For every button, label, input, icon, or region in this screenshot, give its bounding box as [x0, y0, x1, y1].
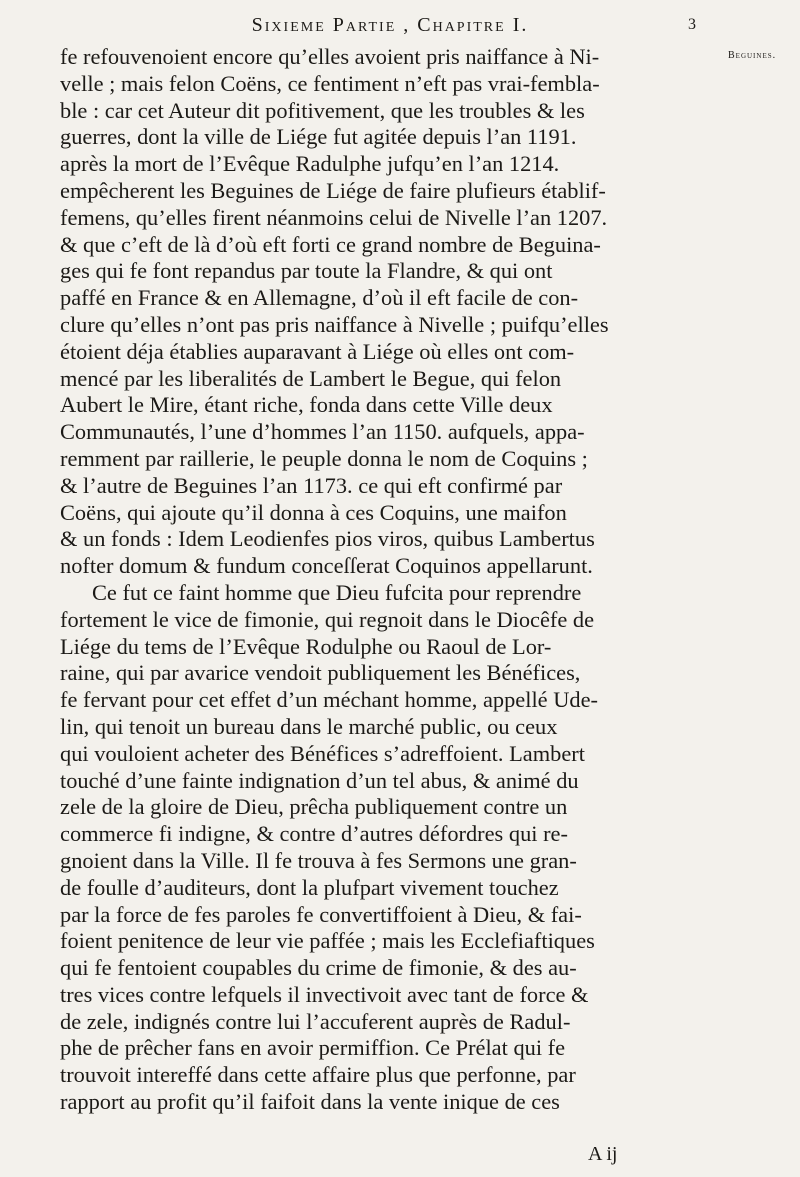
- text-line: & l’autre de Beguines l’an 1173. ce qui eft confirmé par: [60, 472, 563, 498]
- text-line: guerres, dont la ville de Liége fut agitée depuis l’an 1191.: [60, 124, 577, 150]
- text-line: Ce fut ce faint homme que Dieu fufcita pour reprendre: [92, 579, 582, 605]
- text-line: velle ; mais felon Coëns, ce fentiment n’eft pas vrai-fembla-: [60, 70, 600, 96]
- text-line: Aubert le Mire, étant riche, fonda dans cette Ville deux: [60, 392, 553, 418]
- text-line: de zele, indignés contre lui l’accuferent auprès de Radul-: [60, 1008, 571, 1034]
- text-line: rapport au profit qu’il faifoit dans la vente inique de ces: [60, 1089, 560, 1115]
- text-line: après la mort de l’Evêque Radulphe jufqu’en l’an 1214.: [60, 151, 560, 177]
- text-line: remment par raillerie, le peuple donna le nom de Coquins ;: [60, 445, 588, 471]
- text-line: femens, qu’elles firent néanmoins celui de Nivelle l’an 1207.: [60, 204, 608, 230]
- text-line: trouvoit intereffé dans cette affaire plus que perfonne, par: [60, 1062, 576, 1088]
- text-line: touché d’une fainte indignation d’un tel abus, & animé du: [60, 767, 579, 793]
- text-line: lin, qui tenoit un bureau dans le marché public, ou ceux: [60, 713, 558, 739]
- text-line: clure qu’elles n’ont pas pris naiffance à Nivelle ; puifqu’elles: [60, 311, 609, 337]
- text-line: mencé par les liberalités de Lambert le Begue, qui felon: [60, 365, 562, 391]
- margin-note: Beguines.: [728, 50, 777, 61]
- text-line: empêcherent les Beguines de Liége de faire plufieurs établif-: [60, 177, 606, 203]
- body-text: [60, 44, 720, 1116]
- text-line: & un fonds : Idem Leodienfes pios viros, quibus Lambertus: [60, 526, 595, 552]
- text-line: par la force de fes paroles fe convertiffoient à Dieu, & fai-: [60, 901, 582, 927]
- text-line: fortement le vice de fimonie, qui regnoit dans le Diocêfe de: [60, 606, 595, 632]
- text-line: ges qui fe font repandus par toute la Flandre, & qui ont: [60, 258, 553, 284]
- text-line: Communautés, l’une d’hommes l’an 1150. aufquels, appa-: [60, 419, 585, 445]
- text-line: foient penitence de leur vie paffée ; mais les Ecclefiaftiques: [60, 928, 595, 954]
- text-line: paffé en France & en Allemagne, d’où il eft facile de con-: [60, 285, 579, 311]
- text-line: & que c’eft de là d’où eft forti ce grand nombre de Beguina-: [60, 231, 601, 257]
- text-line: raine, qui par avarice vendoit publiquement les Bénéfices,: [60, 660, 581, 686]
- text-line: de foulle d’auditeurs, dont la plufpart vivement touchez: [60, 874, 559, 900]
- text-line: Liége du tems de l’Evêque Rodulphe ou Raoul de Lor-: [60, 633, 552, 659]
- text-line: nofter domum & fundum conceſſerat Coquinos appellarunt.: [60, 553, 593, 579]
- signature-mark: A ij: [588, 1143, 618, 1165]
- text-line: phe de prêcher fans en avoir permiffion. Ce Prélat qui fe: [60, 1035, 566, 1061]
- text-line: commerce fi indigne, & contre d’autres défordres qui re-: [60, 821, 568, 847]
- text-line: tres vices contre lefquels il invectivoit avec tant de force &: [60, 981, 589, 1007]
- text-line: fe fervant pour cet effet d’un méchant homme, appellé Ude-: [60, 687, 598, 713]
- text-line: Coëns, qui ajoute qu’il donna à ces Coquins, une maifon: [60, 499, 567, 525]
- text-line: fe refouvenoient encore qu’elles avoient pris naiffance à Ni-: [60, 44, 600, 69]
- text-line: étoient déja établies auparavant à Liége où elles ont com-: [60, 338, 575, 364]
- running-head: Sixieme Partie , Chapitre I.: [251, 14, 529, 36]
- text-line: gnoient dans la Ville. Il fe trouva à fes Sermons une gran-: [60, 847, 577, 873]
- page-number: 3: [688, 16, 696, 33]
- text-line: qui fe fentoient coupables du crime de fimonie, & des au-: [60, 955, 577, 981]
- text-line: qui vouloient acheter des Bénéfices s’adreffoient. Lambert: [60, 740, 585, 766]
- text-line: zele de la gloire de Dieu, prêcha publiquement contre un: [60, 794, 568, 820]
- text-line: ble : car cet Auteur dit pofitivement, que les troubles & les: [60, 97, 585, 123]
